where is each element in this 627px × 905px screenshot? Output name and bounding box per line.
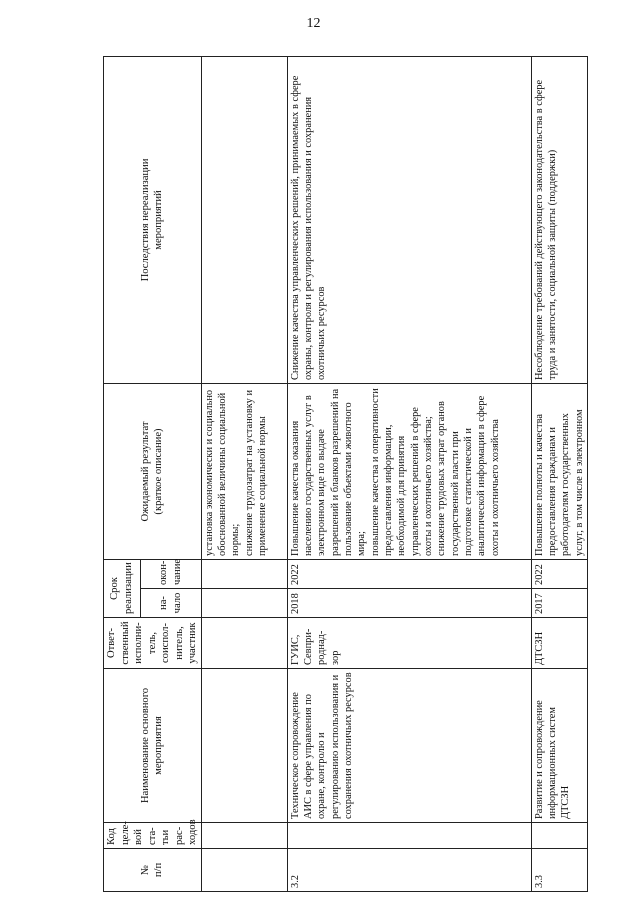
page-number: 12 xyxy=(306,16,321,31)
cell-consequences: Несоблюдение требований действующего законодательства в сфере труда и занятости, социальной защиты (поддержки) xyxy=(531,57,587,384)
cell-responsible: ДТСЗН xyxy=(531,618,587,669)
cell-result: установка экономически и социально обоснованной величины социальной нормы; снижение трудозатрат на установку и применение социальной нормы xyxy=(201,384,287,560)
header-end: окон- чание xyxy=(140,560,201,589)
cell-num: 3.2 xyxy=(287,849,531,892)
cell-end: 2022 xyxy=(287,560,531,589)
cell-code xyxy=(201,823,287,849)
cell-code xyxy=(287,823,531,849)
header-start: на- чало xyxy=(140,589,201,618)
measures-table xyxy=(103,56,588,892)
cell-responsible: ГУИС, Севпри- роднад- зор xyxy=(287,618,531,669)
cell-responsible xyxy=(201,618,287,669)
rotated-table-wrapper xyxy=(103,57,585,892)
header-code: Код целе- вой ста- тьи рас- ходов xyxy=(104,823,202,849)
cell-num: 3.3 xyxy=(531,849,587,892)
table-row xyxy=(531,57,587,892)
table-row xyxy=(201,57,287,892)
cell-start: 2018 xyxy=(287,589,531,618)
header-result: Ожидаемый результат (краткое описание) xyxy=(104,384,202,560)
cell-result: Повышение качества оказания населению государственных услуг в электронном виде по выдаче разрешений и бланков разрешений на пользование объектами животного мира; повышение качества и оперативности предоставления информации, необходимой для принятия управленческих решений в сфере охоты и охотничьего хозяйства; снижение трудовых затрат органов государственной власти при подготовке статистической и аналитической информации в сфере охоты и охотничьего хозяйства xyxy=(287,384,531,560)
cell-result: Повышение полноты и качества предоставления гражданам и работодателям государственных услуг, в том числе в электронном xyxy=(531,384,587,560)
cell-start: 2017 xyxy=(531,589,587,618)
cell-num xyxy=(201,849,287,892)
table-row xyxy=(287,57,531,892)
cell-name xyxy=(201,669,287,823)
header-consequences: Последствия нереализации мероприятий xyxy=(104,57,202,384)
cell-name: Техническое сопровождение АИС в сфере управления по охране, контролю и регулированию использования и сохранения охотничьих ресурсов xyxy=(287,669,531,823)
header-term: Срок реализации xyxy=(104,560,141,618)
cell-end: 2022 xyxy=(531,560,587,589)
header-row-1 xyxy=(104,57,141,892)
header-name: Наименование основного мероприятия xyxy=(104,669,202,823)
cell-end xyxy=(201,560,287,589)
header-num: № п/п xyxy=(104,849,202,892)
cell-name: Развитие и сопровождение информационных систем ДТСЗН xyxy=(531,669,587,823)
cell-start xyxy=(201,589,287,618)
cell-code xyxy=(531,823,587,849)
cell-consequences: Снижение качества управленческих решений, принимаемых в сфере охраны, контроля и регулирования использования и сохранения охотничьих ресурсов xyxy=(287,57,531,384)
cell-consequences xyxy=(201,57,287,384)
header-responsible: Ответ- ственный исполни- тель, соиспол- нитель, участник xyxy=(104,618,202,669)
